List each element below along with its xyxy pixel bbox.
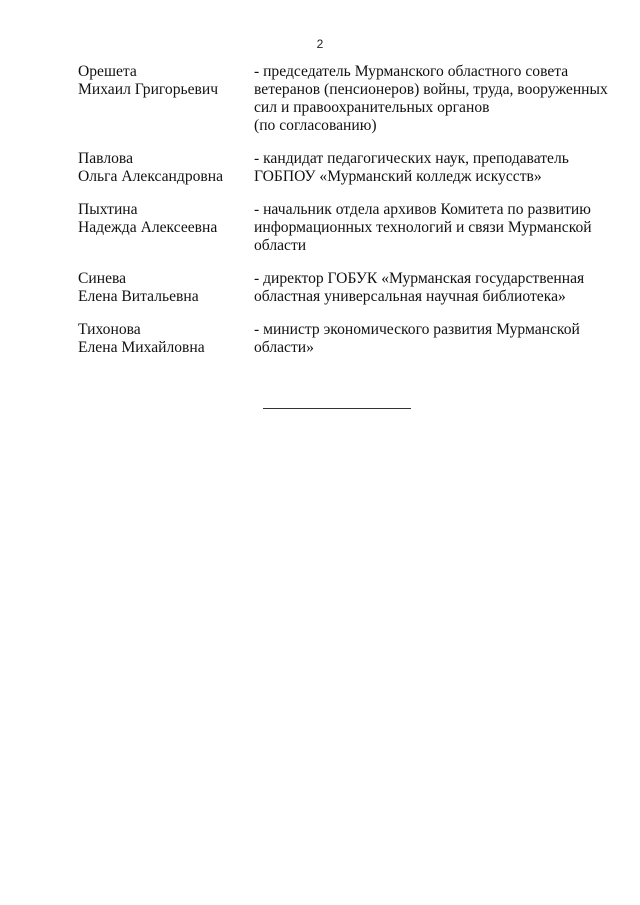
closing-rule [263, 408, 411, 409]
member-surname: Орешета [78, 63, 137, 80]
member-surname: Тихонова [78, 321, 141, 338]
role-line: области [254, 237, 307, 254]
member-name [78, 321, 254, 357]
member-name [78, 150, 254, 186]
role-line: - председатель Мурманского областного совета [254, 63, 569, 80]
role-line: области» [254, 339, 314, 356]
member-role [254, 63, 608, 135]
member-name [78, 63, 254, 135]
member-given-names: Елена Михайловна [78, 339, 205, 356]
member-entry-pykhtina [78, 201, 608, 255]
role-line: информационных технологий и связи Мурманской [254, 219, 592, 236]
member-name [78, 201, 254, 255]
member-entry-tikhonova [78, 321, 608, 357]
member-entry-sineva [78, 270, 608, 306]
member-surname: Синева [78, 270, 127, 287]
member-entry-pavlova [78, 150, 608, 186]
role-line: - кандидат педагогических наук, преподаватель [254, 150, 569, 167]
member-surname: Павлова [78, 150, 133, 167]
member-role [254, 270, 608, 306]
member-given-names: Надежда Алексеевна [78, 219, 218, 236]
member-surname: Пыхтина [78, 201, 138, 218]
member-given-names: Михаил Григорьевич [78, 81, 219, 98]
role-line: - начальник отдела архивов Комитета по развитию [254, 201, 591, 218]
member-entry-oresheta [78, 63, 608, 135]
member-name [78, 270, 254, 306]
member-given-names: Елена Витальевна [78, 288, 199, 305]
page-number: 2 [316, 37, 324, 51]
member-role [254, 150, 608, 186]
role-line: областная универсальная научная библиотека» [254, 288, 566, 305]
member-role [254, 201, 608, 255]
role-line: сил и правоохранительных органов [254, 99, 490, 116]
role-line: ветеранов (пенсионеров) войны, труда, вооруженных [254, 81, 608, 98]
role-line: ГОБПОУ «Мурманский колледж искусств» [254, 168, 542, 185]
role-line: (по согласованию) [254, 117, 377, 134]
role-line: - министр экономического развития Мурманской [254, 321, 580, 338]
member-given-names: Ольга Александровна [78, 168, 224, 185]
role-line: - директор ГОБУК «Мурманская государственная [254, 270, 585, 287]
member-role [254, 321, 608, 357]
